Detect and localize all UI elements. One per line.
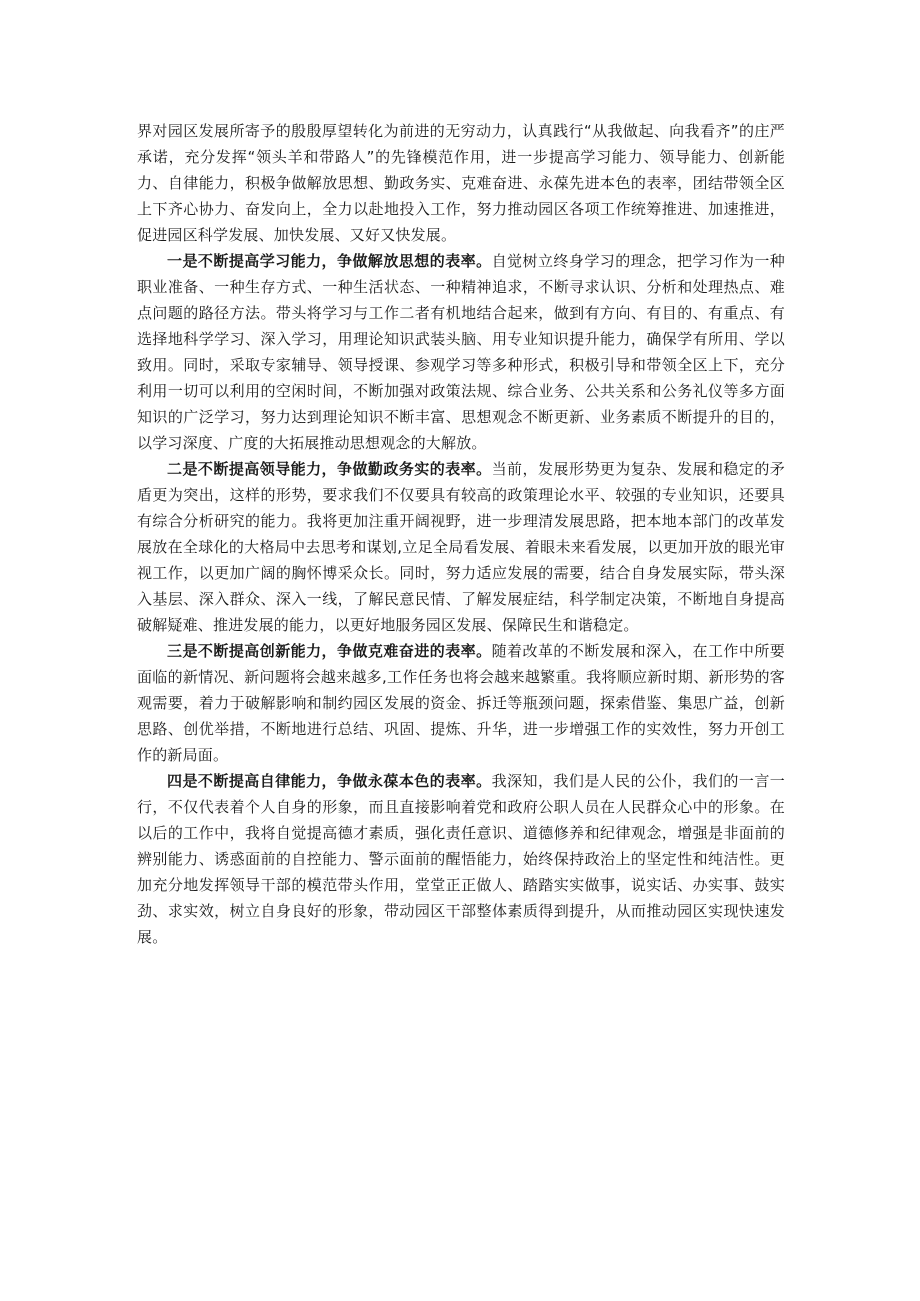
section-text-3: 随着改革的不断发展和深入，在工作中所要面临的新情况、新问题将会越来越多,工作任务也将会越来越繁重。我将顺应新时期、新形势的客观需要，着力于破解影响和制约园区发展的资金、拆迁等瓶颈问题，探索借鉴、集思广益，创新思路、创优举措，不断地进行总结、巩固、提炼、升华，进一步增强工作的实效性，努力开创工作的新局面。: [137, 642, 785, 764]
section-text-1: 自觉树立终身学习的理念，把学习作为一种职业准备、一种生存方式、一种生活状态、一种精神追求，不断寻求认识、分析和处理热点、难点问题的路径方法。带头将学习与工作二者有机地结合起来，做到有方向、有目的、有重点、有选择地科学学习、深入学习，用理论知识武装头脑、用专业知识提升能力，确保学有所用、学以致用。同时，采取专家辅导、领导授课、参观学习等多种形式，积极引导和带领全区上下，充分利用一切可以利用的空闲时间，不断加强对政策法规、综合业务、公共关系和公务礼仪等多方面知识的广泛学习，努力达到理论知识不断丰富、思想观念不断更新、业务素质不断提升的目的，以学习深度、广度的大拓展推动思想观念的大解放。: [137, 252, 785, 452]
section-text-2: 当前，发展形势更为复杂、发展和稳定的矛盾更为突出，这样的形势，要求我们不仅要具有较高的政策理论水平、较强的专业知识，还要具有综合分析研究的能力。我将更加注重开阔视野，进一步理清发展思路，把本地本部门的改革发展放在全球化的大格局中去思考和谋划,立足全局看发展、着眼未来看发展，以更加开放的眼光审视工作，以更加广阔的胸怀博采众长。同时，努力适应发展的需要，结合自身发展实际，带头深入基层、深入群众、深入一线，了解民意民情、了解发展症结，科学制定决策，不断地自身提高破解疑难、推进发展的能力，以更好地服务园区发展、保障民生和谐稳定。: [137, 460, 785, 634]
section-paragraph-4: [137, 768, 785, 950]
section-paragraph-2: [137, 456, 785, 638]
section-text-4: 我深知，我们是人民的公仆，我们的一言一行，不仅代表着个人自身的形象，而且直接影响着党和政府公职人员在人民群众心中的形象。在以后的工作中，我将自觉提高德才素质，强化责任意识、道德修养和纪律观念，增强是非面前的辨别能力、诱惑面前的自控能力、警示面前的醒悟能力，始终保持政治上的坚定性和纯洁性。更加充分地发挥领导干部的模范带头作用，堂堂正正做人、踏踏实实做事，说实话、办实事、鼓实劲、求实效，树立自身良好的形象，带动园区干部整体素质得到提升，从而推动园区实现快速发展。: [137, 772, 785, 946]
section-heading-4: 四是不断提高自律能力，争做永葆本色的表率。: [167, 772, 492, 790]
section-heading-3: 三是不断提高创新能力，争做克难奋进的表率。: [167, 642, 492, 660]
intro-paragraph: 界对园区发展所寄予的殷殷厚望转化为前进的无穷动力，认真践行“从我做起、向我看齐”的庄严承诺，充分发挥“领头羊和带路人”的先锋模范作用，进一步提高学习能力、领导能力、创新能力、自律能力，积极争做解放思想、勤政务实、克难奋进、永葆先进本色的表率，团结带领全区上下齐心协力、奋发向上，全力以赴地投入工作，努力推动园区各项工作统筹推进、加速推进，促进园区科学发展、加快发展、又好又快发展。: [137, 122, 785, 244]
section-paragraph-1: [137, 248, 785, 456]
section-heading-2: 二是不断提高领导能力，争做勤政务实的表率。: [167, 460, 492, 478]
document-body: [137, 118, 785, 950]
section-paragraph-3: [137, 638, 785, 768]
section-heading-1: 一是不断提高学习能力，争做解放思想的表率。: [167, 252, 492, 270]
